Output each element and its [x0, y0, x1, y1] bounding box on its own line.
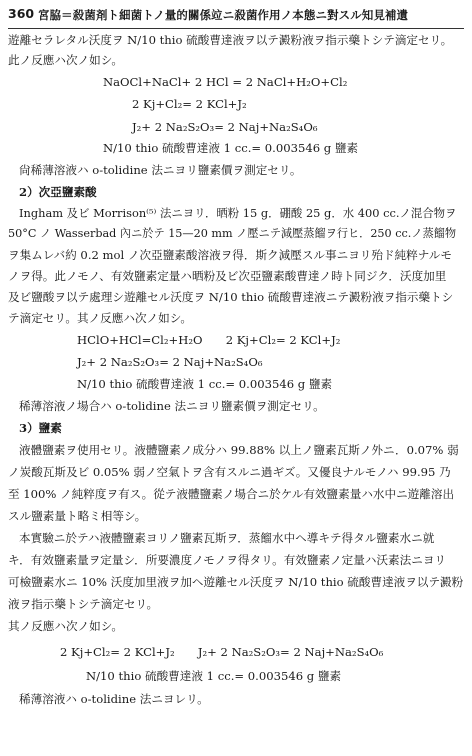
- running-header: [8, 6, 464, 26]
- equation-line: N/10 thio 硫酸曹達液 1 cc.= 0.003546 g 鹽素: [103, 141, 359, 155]
- text-line: 液ヲ指示藥トシテ滴定セリ。: [8, 597, 159, 611]
- text-line: 及ビ鹽酸ヲ以テ處理シ遊離セル沃度ヲ N/10 thio 硫酸曹達液ニテ澱粉液ヲ指示藥トシ: [8, 290, 454, 304]
- text-line: 液體鹽素ヲ使用セリ。液體鹽素ノ成分ハ 99.88% 以上ノ鹽素瓦斯ノ外ニ．0.07% 弱: [19, 443, 459, 457]
- equation-line: NaOCl+NaCl+ 2 HCl = 2 NaCl+H₂O+Cl₂: [103, 75, 348, 89]
- text-line: ノヲ得。此ノモノ、有效鹽素定量ハ晒粉及ビ次亞鹽素酸曹達ノ時ト同ジク．沃度加里: [8, 269, 447, 283]
- text-line: テ滴定セリ。其ノ反應ハ次ノ如シ。: [8, 311, 192, 325]
- equation-line: N/10 thio 硫酸曹達液 1 cc.= 0.003546 g 鹽素: [86, 669, 342, 683]
- text-line: 此ノ反應ハ次ノ如シ。: [8, 53, 124, 67]
- text-line: 50°C ノ Wasserbad 內ニ於テ 15—20 mm ノ壓ニテ減壓蒸餾ヲ行ヒ．250 cc.ノ蒸餾物: [8, 227, 457, 240]
- text-line: 稀薄溶液ハ o-tolidine 法ニヨレリ。: [19, 692, 209, 706]
- equation-line: HClO+HCl=Cl₂+H₂O 2 Kj+Cl₂= 2 KCl+J₂: [77, 333, 341, 347]
- page-number: 360: [8, 6, 35, 21]
- text-line: 尙稀薄溶液ハ o-tolidine 法ニヨリ鹽素價ヲ測定セリ。: [19, 163, 302, 177]
- text-line: 本實驗ニ於テハ液體鹽素ヨリノ鹽素瓦斯ヲ．蒸餾水中ヘ導キテ得タル鹽素水ニ就: [19, 531, 435, 545]
- text-line: 稀薄溶液ノ場合ハ o-tolidine 法ニヨリ鹽素價ヲ測定セリ。: [19, 399, 325, 413]
- text-line: ヲ集ムレバ約 0.2 mol ノ次亞鹽素酸溶液ヲ得．斯ク減壓スル事ニヨリ殆ド純粹ナルモ: [8, 248, 452, 262]
- text-line: Ingham 及ビ Morrison⁽⁵⁾ 法ニヨリ．晒粉 15 g．硼酸 25 g．水 400 cc.ノ混合物ヲ: [19, 206, 457, 220]
- equation-line: N/10 thio 硫酸曹達液 1 cc.= 0.003546 g 鹽素: [77, 377, 333, 391]
- text-line: 至 100% ノ純粹度ヲ有ス。從テ液體鹽素ノ場合ニ於ケル有效鹽素量ハ水中ニ遊離溶出: [8, 487, 455, 501]
- header-rule: [8, 28, 464, 29]
- equation-line: 2 Kj+Cl₂= 2 KCl+J₂: [132, 97, 247, 111]
- text-line: ノ炭酸瓦斯及ビ 0.05% 弱ノ空氣トヲ含有スルニ過ギズ。又優良ナルモノハ 99.95 乃: [8, 465, 451, 479]
- section-heading: 3）鹽素: [19, 421, 62, 435]
- text-line: キ．有效鹽素量ヲ定量シ．所要濃度ノモノヲ得タリ。有效鹽素ノ定量ハ沃素法ニヨリ: [8, 553, 447, 567]
- equation-line: 2 Kj+Cl₂= 2 KCl+J₂ J₂+ 2 Na₂S₂O₃= 2 Naj+Na₂S₄O₆: [60, 645, 384, 659]
- running-title: 宮脇＝殺菌剤ト細菌トノ量的關係竝ニ殺菌作用ノ本態ニ對スル知見補遺: [38, 8, 409, 22]
- text-line: スル鹽素量ト略ミ相等シ。: [8, 509, 147, 523]
- equation-line: J₂+ 2 Na₂S₂O₃= 2 Naj+Na₂S₄O₆: [77, 355, 263, 369]
- text-line: 可檢鹽素水ニ 10% 沃度加里液ヲ加ヘ遊離セル沃度ヲ N/10 thio 硫酸曹達液ヲ以テ澱粉: [8, 575, 464, 589]
- text-line: 遊離セラレタル沃度ヲ N/10 thio 硫酸曹達液ヲ以テ澱粉液ヲ指示藥トシテ滴定セリ。: [8, 33, 453, 47]
- section-heading: 2）次亞鹽素酸: [19, 185, 97, 199]
- equation-line: J₂+ 2 Na₂S₂O₃= 2 Naj+Na₂S₄O₆: [132, 120, 318, 134]
- text-line: 其ノ反應ハ次ノ如シ。: [8, 619, 124, 633]
